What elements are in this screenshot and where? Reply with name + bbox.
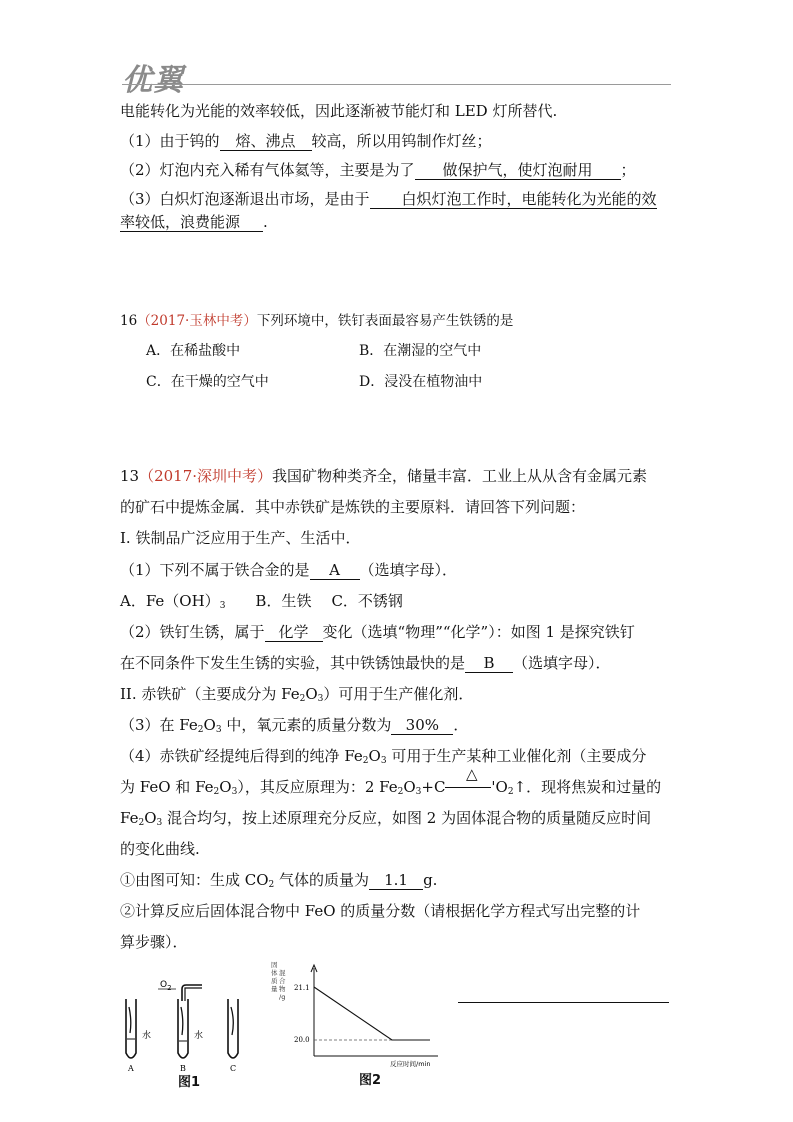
q13-sub1-options: A．$Fe(OH)_3$ B．生铁 C．不锈钢 [120,592,403,611]
brand-logo: 优翼 [122,63,184,98]
answer-blank: A [310,561,360,580]
q13-calc1: ①由图可知：生成 $CO_2$ 气体的质量为 1.1 g. [120,871,438,890]
answer-blank: 化学 [265,623,323,642]
q16-option-b: B．在潮湿的空气中 [359,343,482,359]
ylabel-char: 体 [271,969,278,977]
prev-intro: 电能转化为光能的效率较低，因此逐渐被节能灯和 LED 灯所替代. [120,102,558,120]
q16-option-c: C．在干燥的空气中 [146,374,269,390]
answer-blank: 30% [391,716,453,735]
ylabel-char: 质 [271,977,278,985]
answer-line [458,1002,669,1003]
ylabel-char: 固 [271,961,278,969]
answer-blank: 1.1 [369,871,423,890]
water-label-a: 水 [142,1031,152,1041]
answer-blank: 做保护气，使灯泡耐用 [415,161,621,180]
prev-q1: （1）由于钨的 熔、沸点 较高，所以用钨制作灯丝； [120,132,492,150]
q13-source: （2017·深圳中考） [139,467,273,485]
x-axis-title: 反应时间/min [390,1060,431,1068]
q16-stem: 16（2017·玉林中考）下列环境中，铁钉表面最容易产生铁锈的是 [120,313,514,329]
q13-sub4-line3: $Fe_2O_3$ 混合均匀，按上述原理充分反应，如图 2 为固体混合物的质量随反应时间 [120,809,652,828]
figure1-test-tubes [118,975,258,1085]
o2-label: $O_2$ [160,980,172,992]
answer-blank: B [465,654,513,673]
q13-sub4-line4: 的变化曲线. [120,840,200,858]
y-axis-title [271,960,286,1001]
q13-stem-line1: 13（2017·深圳中考）我国矿物种类齐全，储量丰富．工业上从从含有金属元素 [120,467,648,485]
q13-calc2-line2: 算步骤）． [120,933,188,951]
water-label-b: 水 [194,1031,204,1041]
q13-calc2-line1: ②计算反应后固体混合物中 FeO 的质量分数（请根据化学方程式写出完整的计 [120,902,641,920]
reaction-arrow-line [445,787,491,788]
q13-sub2-line2: 在不同条件下发生生锈的实验，其中铁锈蚀最快的是 B （选填字母）． [120,654,611,672]
header-divider [122,84,671,85]
y-tick-top: 21.1 [294,984,310,992]
y-tick-bottom: 20.0 [294,1036,310,1044]
prev-q2: （2）灯泡内充入稀有气体氦等，主要是为了 做保护气，使灯泡耐用 ； [120,161,636,179]
answer-blank: 白炽灯泡工作时，电能转化为光能的效 [370,190,657,209]
nail-c [231,1007,233,1035]
q16-source: （2017·玉林中考） [137,313,257,329]
ylabel-char: 物 [279,985,286,993]
ylabel-char: 量 [271,985,278,993]
nail-b [181,1007,183,1035]
q13-sub2-line1: （2）铁钉生锈，属于 化学 变化（选填“物理”“化学”）：如图 1 是探究铁钉 [120,623,635,641]
ylabel-char: 合 [279,977,286,985]
q13-part1: I. 铁制品广泛应用于生产、生活中． [120,529,361,547]
mass-series-line [314,987,430,1040]
q13-sub3: （3）在 $Fe_2O_3$ 中，氧元素的质量分数为 30% ． [120,716,469,735]
q13-part2: II. 赤铁矿（主要成分为 $Fe_2O_3$）可用于生产催化剂． [120,685,474,704]
prev-q3-line1: （3）白炽灯泡逐渐退出市场，是由于 白炽灯泡工作时，电能转化为光能的效 [120,190,657,208]
q13-sub1: （1）下列不属于铁合金的是 A （选填字母）． [120,561,458,579]
q16-option-d: D．浸没在植物油中 [359,374,483,390]
tube-label-b: B [180,1064,186,1073]
ylabel-char: /g [279,993,286,1001]
ylabel-char: 混 [279,969,286,977]
tube-label-c: C [230,1064,237,1073]
prev-q3-line2: 率较低，浪费能源 . [120,213,268,231]
heat-symbol: △ [466,765,478,783]
answer-blank: 熔、沸点 [220,132,312,151]
q16-option-a: A．在稀盐酸中 [146,343,241,359]
q13-sub4-line1: （4）赤铁矿经提纯后得到的纯净 $Fe_2O_3$ 可用于生产某种工业催化剂（主要成分 [120,747,647,766]
figure2-chart [270,960,450,1070]
figure1-caption: 图1 [178,1075,201,1090]
nail-a [129,1007,131,1033]
figure2-caption: 图2 [359,1073,382,1088]
answer-blank: 率较低，浪费能源 [120,213,263,232]
q13-sub4-line2: 为 FeO 和 $Fe_2O_3$），其反应原理为：2 $Fe_2O_3+C$ '$O_2↑$．现将焦炭和过量的 [120,778,662,797]
tube-label-a: A [128,1064,134,1073]
q13-stem-line2: 的矿石中提炼金属．其中赤铁矿是炼铁的主要原料．请回答下列问题： [120,498,586,516]
